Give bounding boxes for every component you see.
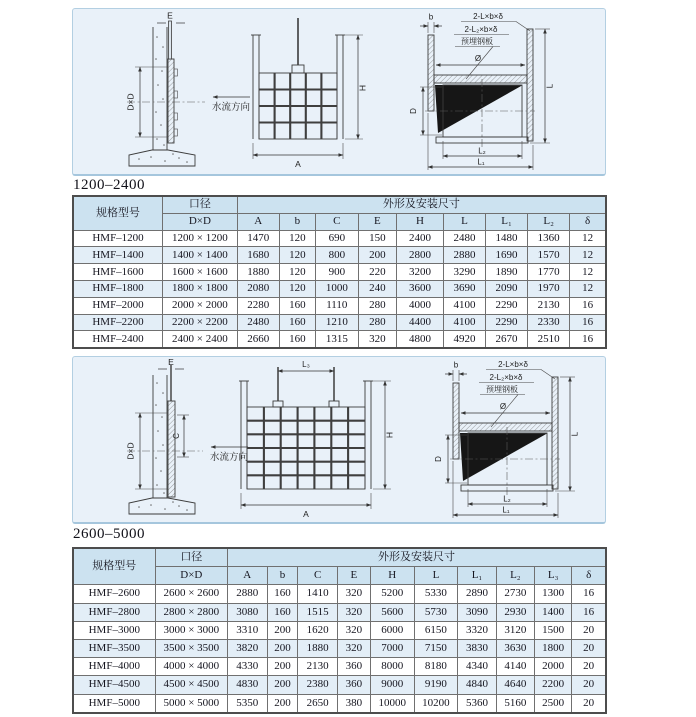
frame-section-view — [434, 360, 580, 518]
header-col: L₁ — [458, 567, 496, 585]
header-col: b — [279, 213, 315, 230]
value-cell: 120 — [279, 230, 315, 247]
dim-label-c: C — [172, 433, 181, 439]
model-cell: HMF–4500 — [73, 676, 155, 694]
value-cell: 220 — [358, 264, 396, 281]
spec-table-1200-2400 — [72, 195, 607, 349]
value-cell: 1360 — [528, 230, 570, 247]
dim-label-d: D — [434, 456, 443, 462]
value-cell: 20 — [572, 676, 606, 694]
value-cell: 1000 — [316, 280, 359, 297]
value-cell: 5000 × 5000 — [155, 694, 227, 713]
value-cell: 1890 — [485, 264, 527, 281]
gate-grid — [259, 73, 337, 139]
value-cell: 1410 — [298, 585, 337, 603]
value-cell: 4920 — [443, 331, 485, 348]
side-section-view — [126, 357, 249, 514]
value-cell: 120 — [279, 247, 315, 264]
dim-label-l2: L₂ — [503, 494, 511, 504]
value-cell: 4100 — [443, 314, 485, 331]
table-row — [73, 314, 606, 331]
header-col: H — [370, 567, 414, 585]
value-cell: 4330 — [228, 658, 267, 676]
model-cell: HMF–2000 — [73, 297, 163, 314]
seal-wedge — [435, 85, 522, 133]
value-cell: 3630 — [496, 639, 534, 657]
header-col: C — [298, 567, 337, 585]
header-col: A — [237, 213, 279, 230]
header-model: 规格型号 — [73, 196, 163, 230]
value-cell: 9190 — [414, 676, 458, 694]
gate-ribs — [174, 69, 178, 136]
plate-long-label: 2-L×b×δ — [498, 360, 528, 369]
plate-long-label: 2-L×b×δ — [473, 12, 503, 21]
value-cell: 12 — [570, 264, 606, 281]
value-cell: 2800 — [397, 247, 444, 264]
value-cell: 3120 — [496, 621, 534, 639]
value-cell: 280 — [358, 297, 396, 314]
flow-direction-label: 水流方向 — [211, 102, 251, 113]
value-cell: 3500 × 3500 — [155, 639, 227, 657]
value-cell: 7000 — [370, 639, 414, 657]
right-rail — [552, 377, 558, 489]
value-cell: 2290 — [485, 297, 527, 314]
dim-label-e: E — [167, 10, 173, 21]
dim-label-a: A — [303, 509, 309, 519]
front-view — [239, 360, 395, 519]
value-cell: 1500 — [535, 621, 572, 639]
stem-nut — [273, 401, 283, 407]
value-cell: 1620 — [298, 621, 337, 639]
dim-label-a: A — [295, 159, 301, 169]
value-cell: 2730 — [496, 585, 534, 603]
header-col: L — [443, 213, 485, 230]
value-cell: 10200 — [414, 694, 458, 713]
value-cell: 1600 × 1600 — [163, 264, 238, 281]
table-row — [73, 264, 606, 281]
value-cell: 2880 — [443, 247, 485, 264]
value-cell: 16 — [572, 585, 606, 603]
dim-label-dxd: D×D — [125, 93, 136, 111]
value-cell: 2000 — [535, 658, 572, 676]
diagram-panel-2600-5000 — [72, 356, 606, 524]
model-cell: HMF–4000 — [73, 658, 155, 676]
table-row — [73, 694, 606, 713]
value-cell: 4640 — [496, 676, 534, 694]
value-cell: 320 — [358, 331, 396, 348]
spec-table-2600-5000 — [72, 547, 607, 714]
section-heading-2600-5000: 2600–5000 — [73, 526, 145, 542]
dim-label-l3: L₃ — [302, 360, 310, 369]
table-row — [73, 621, 606, 639]
value-cell: 4500 × 4500 — [155, 676, 227, 694]
value-cell: 2600 × 2600 — [155, 585, 227, 603]
value-cell: 3820 — [228, 639, 267, 657]
header-caliber: 口径 — [163, 196, 238, 213]
value-cell: 2130 — [298, 658, 337, 676]
value-cell: 12 — [570, 247, 606, 264]
section-heading-1200-2400: 1200–2400 — [73, 177, 145, 193]
value-cell: 1315 — [316, 331, 359, 348]
value-cell: 360 — [337, 676, 370, 694]
value-cell: 2130 — [528, 297, 570, 314]
table-body — [73, 230, 606, 348]
value-cell: 1400 — [535, 603, 572, 621]
value-cell: 1880 — [237, 264, 279, 281]
gate-plate — [168, 59, 174, 143]
stem-nut — [292, 65, 304, 73]
value-cell: 2400 × 2400 — [163, 331, 238, 348]
value-cell: 16 — [570, 297, 606, 314]
dim-label-l: L — [570, 431, 580, 437]
value-cell: 20 — [572, 694, 606, 713]
model-cell: HMF–1800 — [73, 280, 163, 297]
value-cell: 240 — [358, 280, 396, 297]
value-cell: 20 — [572, 621, 606, 639]
value-cell: 1400 × 1400 — [163, 247, 238, 264]
right-rail — [527, 29, 533, 141]
value-cell: 200 — [267, 639, 298, 657]
embedded-plate-label: 预埋钢板 — [486, 385, 518, 394]
dim-label-b: b — [453, 360, 459, 370]
model-cell: HMF–2200 — [73, 314, 163, 331]
value-cell: 4340 — [458, 658, 496, 676]
header-col: L₃ — [535, 567, 572, 585]
value-cell: 3000 × 3000 — [155, 621, 227, 639]
value-cell: 1300 — [535, 585, 572, 603]
frame-section-view — [409, 12, 555, 170]
value-cell: 160 — [279, 314, 315, 331]
value-cell: 5730 — [414, 603, 458, 621]
stem-rod — [169, 21, 172, 59]
value-cell: 4140 — [496, 658, 534, 676]
value-cell: 200 — [358, 247, 396, 264]
seal-wedge — [460, 433, 547, 481]
value-cell: 2800 × 2800 — [155, 603, 227, 621]
plate-short-label: 2-L₂×b×δ — [464, 25, 498, 34]
value-cell: 2890 — [458, 585, 496, 603]
dim-label-d: D — [409, 108, 418, 114]
value-cell: 12 — [570, 280, 606, 297]
left-rail — [453, 383, 459, 459]
value-cell: 160 — [279, 297, 315, 314]
value-cell: 10000 — [370, 694, 414, 713]
value-cell: 380 — [337, 694, 370, 713]
header-col: H — [397, 213, 444, 230]
header-col: C — [316, 213, 359, 230]
value-cell: 4830 — [228, 676, 267, 694]
concrete-speckles — [138, 382, 188, 511]
value-cell: 2000 × 2000 — [163, 297, 238, 314]
header-col: E — [358, 213, 396, 230]
value-cell: 2510 — [528, 331, 570, 348]
value-cell: 4840 — [458, 676, 496, 694]
value-cell: 1470 — [237, 230, 279, 247]
value-cell: 320 — [337, 585, 370, 603]
model-cell: HMF–5000 — [73, 694, 155, 713]
value-cell: 3080 — [228, 603, 267, 621]
value-cell: 5360 — [458, 694, 496, 713]
value-cell: 1110 — [316, 297, 359, 314]
dim-label-h: H — [357, 84, 368, 92]
value-cell: 4400 — [397, 314, 444, 331]
value-cell: 2080 — [237, 280, 279, 297]
model-cell: HMF–2600 — [73, 585, 155, 603]
value-cell: 150 — [358, 230, 396, 247]
value-cell: 8180 — [414, 658, 458, 676]
table-row — [73, 585, 606, 603]
header-dims-title: 外形及安装尺寸 — [237, 196, 606, 213]
value-cell: 1680 — [237, 247, 279, 264]
model-cell: HMF–3500 — [73, 639, 155, 657]
value-cell: 5600 — [370, 603, 414, 621]
model-cell: HMF–2400 — [73, 331, 163, 348]
header-col: L₂ — [528, 213, 570, 230]
model-cell: HMF–1600 — [73, 264, 163, 281]
value-cell: 6150 — [414, 621, 458, 639]
value-cell: 2660 — [237, 331, 279, 348]
value-cell: 3290 — [443, 264, 485, 281]
value-cell: 1800 × 1800 — [163, 280, 238, 297]
value-cell: 2290 — [485, 314, 527, 331]
dim-label-l: L — [545, 83, 555, 89]
value-cell: 3690 — [443, 280, 485, 297]
value-cell: 2930 — [496, 603, 534, 621]
value-cell: 1200 × 1200 — [163, 230, 238, 247]
dim-label-phi: Ø — [474, 54, 482, 63]
value-cell: 20 — [572, 658, 606, 676]
table-row — [73, 658, 606, 676]
header-caliber: 口径 — [155, 548, 227, 567]
table-row — [73, 297, 606, 314]
gate-plate — [168, 401, 175, 497]
value-cell: 320 — [337, 639, 370, 657]
value-cell: 200 — [267, 694, 298, 713]
dim-label-h: H — [384, 431, 395, 439]
value-cell: 160 — [279, 331, 315, 348]
value-cell: 2380 — [298, 676, 337, 694]
header-col: E — [337, 567, 370, 585]
value-cell: 3600 — [397, 280, 444, 297]
value-cell: 320 — [337, 603, 370, 621]
table-row — [73, 280, 606, 297]
value-cell: 800 — [316, 247, 359, 264]
value-cell: 4000 — [397, 297, 444, 314]
value-cell: 20 — [572, 639, 606, 657]
value-cell: 2090 — [485, 280, 527, 297]
value-cell: 4000 × 4000 — [155, 658, 227, 676]
header-dims-title: 外形及安装尺寸 — [228, 548, 606, 567]
value-cell: 3090 — [458, 603, 496, 621]
dim-label-l1: L₁ — [502, 505, 510, 515]
value-cell: 2200 — [535, 676, 572, 694]
value-cell: 120 — [279, 280, 315, 297]
value-cell: 360 — [337, 658, 370, 676]
value-cell: 200 — [267, 676, 298, 694]
front-view — [251, 18, 368, 169]
value-cell: 320 — [337, 621, 370, 639]
footing — [129, 150, 195, 166]
header-col: δ — [570, 213, 606, 230]
header-col: δ — [572, 567, 606, 585]
value-cell: 16 — [570, 331, 606, 348]
table-body — [73, 585, 606, 713]
value-cell: 1880 — [298, 639, 337, 657]
value-cell: 16 — [572, 603, 606, 621]
header-dxd: D×D — [163, 213, 238, 230]
value-cell: 5330 — [414, 585, 458, 603]
value-cell: 2200 × 2200 — [163, 314, 238, 331]
value-cell: 6000 — [370, 621, 414, 639]
model-cell: HMF–1200 — [73, 230, 163, 247]
value-cell: 200 — [267, 621, 298, 639]
header-col: L₂ — [496, 567, 534, 585]
value-cell: 3310 — [228, 621, 267, 639]
model-cell: HMF–1400 — [73, 247, 163, 264]
gate-grid — [247, 407, 365, 489]
value-cell: 12 — [570, 230, 606, 247]
value-cell: 2500 — [535, 694, 572, 713]
value-cell: 3320 — [458, 621, 496, 639]
value-cell: 1570 — [528, 247, 570, 264]
concrete-speckles — [138, 36, 188, 163]
header-col: b — [267, 567, 298, 585]
value-cell: 690 — [316, 230, 359, 247]
header-col: A — [228, 567, 267, 585]
header-col: L₁ — [485, 213, 527, 230]
side-section-view — [126, 11, 251, 167]
dim-label-b: b — [428, 12, 434, 22]
table-row — [73, 639, 606, 657]
value-cell: 4800 — [397, 331, 444, 348]
model-cell: HMF–2800 — [73, 603, 155, 621]
dim-label-l1: L₁ — [477, 157, 485, 167]
value-cell: 16 — [570, 314, 606, 331]
header-col: L — [414, 567, 458, 585]
value-cell: 5200 — [370, 585, 414, 603]
installation-drawing-1200-2400 — [73, 9, 605, 173]
footing — [129, 498, 195, 514]
flow-direction-label: 水流方向 — [209, 452, 249, 463]
value-cell: 2400 — [397, 230, 444, 247]
plate-short-label: 2-L₂×b×δ — [489, 373, 523, 382]
header-model: 规格型号 — [73, 548, 155, 585]
value-cell: 1210 — [316, 314, 359, 331]
dim-label-phi: Ø — [499, 402, 507, 411]
value-cell: 160 — [267, 603, 298, 621]
embedded-plate-label: 预埋钢板 — [461, 37, 493, 46]
table-header — [73, 548, 606, 585]
value-cell: 2480 — [443, 230, 485, 247]
value-cell: 1480 — [485, 230, 527, 247]
table-row — [73, 230, 606, 247]
value-cell: 200 — [267, 658, 298, 676]
value-cell: 120 — [279, 264, 315, 281]
value-cell: 2280 — [237, 297, 279, 314]
value-cell: 5160 — [496, 694, 534, 713]
model-cell: HMF–3000 — [73, 621, 155, 639]
value-cell: 9000 — [370, 676, 414, 694]
value-cell: 3830 — [458, 639, 496, 657]
value-cell: 8000 — [370, 658, 414, 676]
left-rail — [428, 35, 434, 111]
dim-label-e: E — [168, 357, 174, 367]
value-cell: 1515 — [298, 603, 337, 621]
value-cell: 1770 — [528, 264, 570, 281]
table-row — [73, 331, 606, 348]
value-cell: 900 — [316, 264, 359, 281]
stem-nut — [329, 401, 339, 407]
table-row — [73, 603, 606, 621]
value-cell: 2330 — [528, 314, 570, 331]
value-cell: 2480 — [237, 314, 279, 331]
value-cell: 160 — [267, 585, 298, 603]
value-cell: 4100 — [443, 297, 485, 314]
value-cell: 2650 — [298, 694, 337, 713]
dim-label-dxd: D×D — [125, 442, 136, 460]
value-cell: 3200 — [397, 264, 444, 281]
value-cell: 7150 — [414, 639, 458, 657]
value-cell: 1970 — [528, 280, 570, 297]
top-beam — [459, 423, 552, 431]
table-header — [73, 196, 606, 230]
value-cell: 2670 — [485, 331, 527, 348]
top-beam — [434, 75, 527, 83]
table-row — [73, 676, 606, 694]
header-dxd: D×D — [155, 567, 227, 585]
value-cell: 5350 — [228, 694, 267, 713]
installation-drawing-2600-5000 — [73, 357, 605, 521]
value-cell: 1690 — [485, 247, 527, 264]
value-cell: 280 — [358, 314, 396, 331]
value-cell: 2880 — [228, 585, 267, 603]
value-cell: 1800 — [535, 639, 572, 657]
dim-label-l2: L₂ — [478, 146, 486, 156]
diagram-panel-1200-2400 — [72, 8, 606, 176]
table-row — [73, 247, 606, 264]
